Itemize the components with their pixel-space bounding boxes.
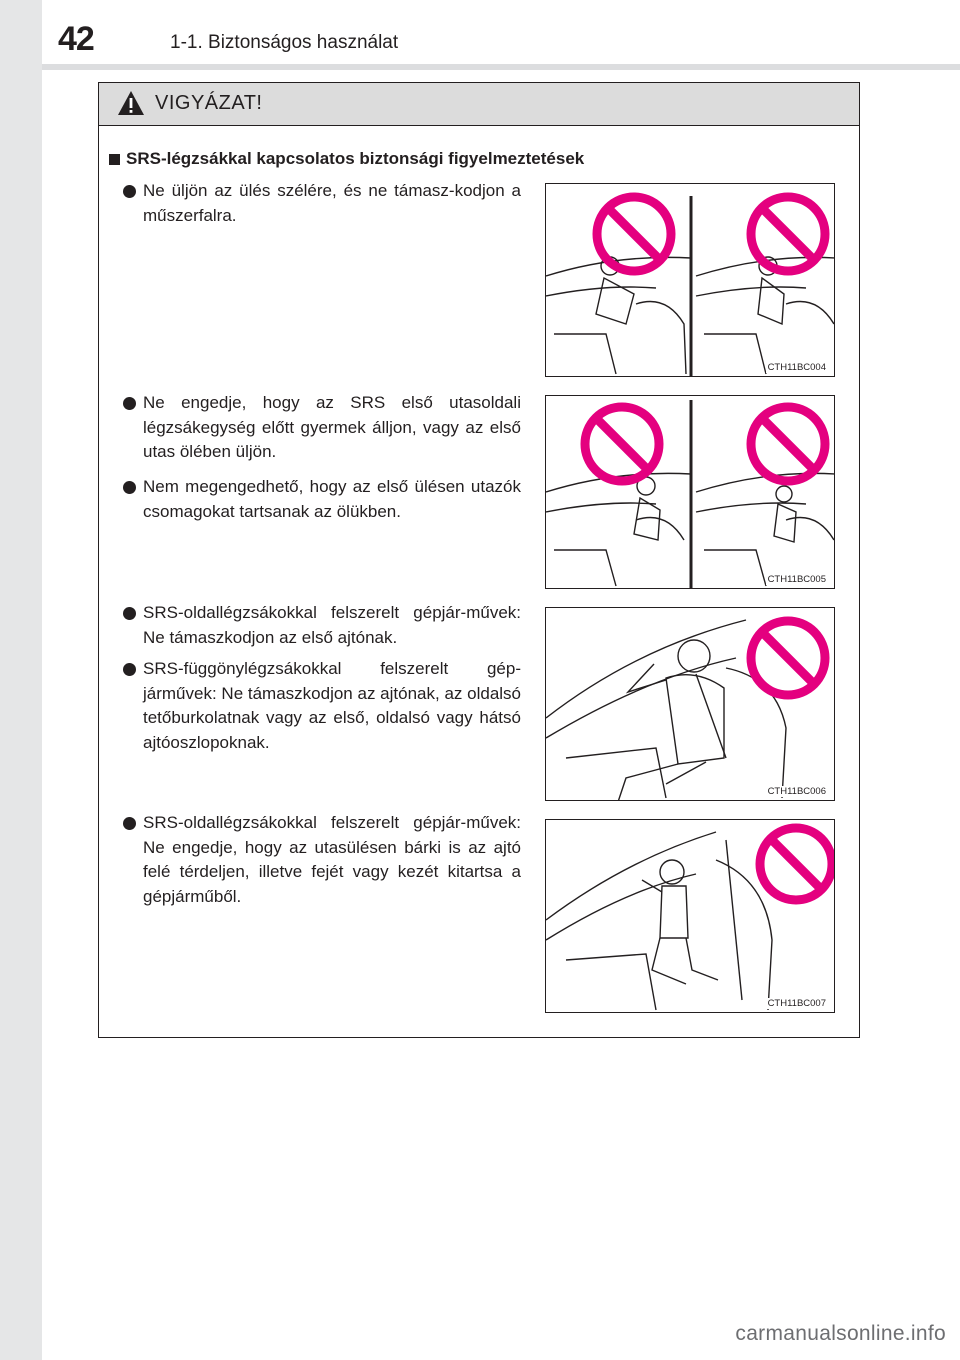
figure-code: CTH11BC006 — [767, 786, 826, 797]
prohibition-icon — [585, 407, 659, 481]
prohibition-icon — [597, 197, 671, 271]
bullet-icon — [123, 663, 136, 676]
bullet-icon — [123, 607, 136, 620]
prohibition-icon — [751, 621, 825, 695]
illustration-sitting-on-seat-edge — [545, 183, 835, 377]
side-strip — [0, 0, 42, 1360]
car-interior-drawing — [546, 396, 835, 589]
caution-box — [98, 82, 860, 1038]
illustration-child-in-front-of-airbag — [545, 395, 835, 589]
illustration-kneeling-toward-door — [545, 819, 835, 1013]
prohibition-icon — [760, 828, 832, 900]
list-item: SRS-függönylégzsákokkal felszerelt gép-járművek: Ne támaszkodjon az ajtónak, az oldalsó tetőburkolatnak vagy az első, oldalsó vagy hátsó ajtóoszlopoknak. — [123, 657, 521, 755]
bullet-icon — [123, 481, 136, 494]
car-interior-drawing — [546, 820, 835, 1013]
illustration-leaning-on-door — [545, 607, 835, 801]
bullet-icon — [123, 185, 136, 198]
car-interior-drawing — [546, 184, 835, 377]
list-item: Nem megengedhető, hogy az első ülésen utazók csomagokat tartsanak az ölükben. — [123, 475, 521, 524]
car-interior-drawing — [546, 608, 835, 801]
prohibition-icon — [751, 197, 825, 271]
page-number: 42 — [58, 20, 94, 58]
bullet-icon — [123, 397, 136, 410]
header-rule — [42, 64, 960, 70]
list-item: Ne üljön az ülés szélére, és ne támasz-kodjon a műszerfalra. — [123, 179, 521, 228]
section-heading-text: SRS-légzsákkal kapcsolatos biztonsági figyelmeztetések — [126, 149, 585, 168]
warning-triangle-icon — [117, 90, 145, 116]
figure-code: CTH11BC007 — [767, 998, 826, 1009]
chapter-title: 1-1. Biztonságos használat — [170, 32, 399, 53]
square-bullet-icon — [109, 154, 120, 165]
watermark: carmanualsonline.info — [735, 1322, 946, 1345]
figure-code: CTH11BC005 — [767, 574, 826, 585]
list-item: SRS-oldallégzsákokkal felszerelt gépjár-művek: Ne engedje, hogy az utasülésen bárki is az ajtó felé térdeljen, illetve fejét vagy kezét kitartsa a gépjárműből. — [123, 811, 521, 909]
caution-header — [99, 83, 859, 126]
bullet-icon — [123, 817, 136, 830]
prohibition-icon — [751, 407, 825, 481]
list-item: Ne engedje, hogy az SRS első utasoldali légzsákegység előtt gyermek álljon, vagy az első utas ölében üljön. — [123, 391, 521, 465]
figure-code: CTH11BC004 — [767, 362, 826, 373]
list-item: SRS-oldallégzsákokkal felszerelt gépjár-művek: Ne támaszkodjon az első ajtónak. — [123, 601, 521, 650]
caution-title: VIGYÁZAT! — [155, 92, 263, 114]
section-heading — [109, 149, 584, 169]
